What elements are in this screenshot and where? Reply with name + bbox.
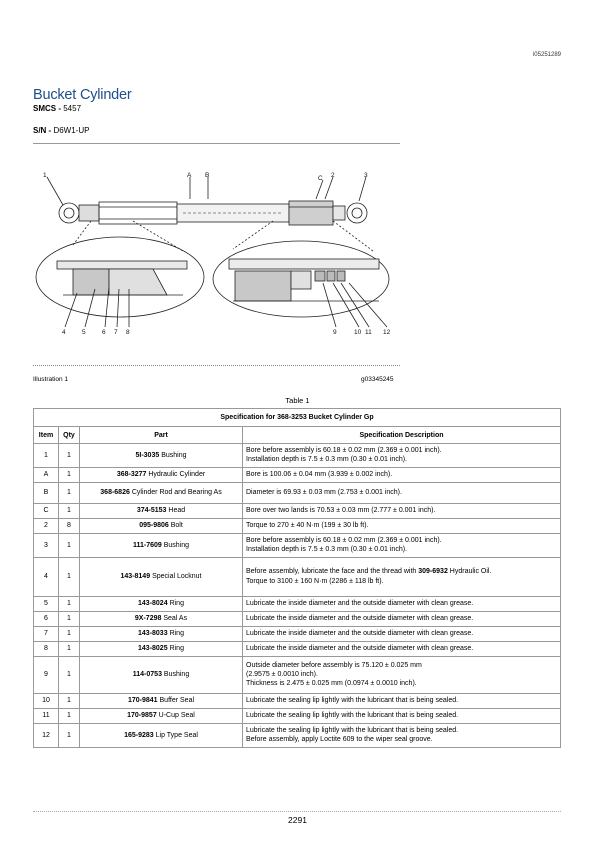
qty-cell: 1	[59, 641, 80, 656]
table-row	[34, 518, 561, 533]
callout-label: C	[318, 175, 323, 182]
callout-label: 11	[365, 329, 372, 336]
desc-text: Hydraulic Oil.	[447, 568, 492, 576]
description-cell	[243, 482, 561, 503]
specification-table	[33, 408, 561, 748]
table-row	[34, 693, 561, 708]
qty-cell: 1	[59, 708, 80, 723]
part-name: Ring	[169, 645, 184, 653]
part-name: Hydraulic Cylinder	[148, 471, 206, 479]
part-cell	[80, 518, 243, 533]
part-number: 170-9841	[127, 697, 158, 705]
desc-line: Outside diameter before assembly is 75.120 ± 0.025 mm	[246, 661, 422, 669]
illustration-divider	[33, 365, 400, 366]
item-cell: C	[34, 503, 59, 518]
callout-label: 2	[331, 172, 335, 179]
part-cell	[80, 626, 243, 641]
table-row	[34, 533, 561, 557]
item-cell: 10	[34, 693, 59, 708]
item-cell: 3	[34, 533, 59, 557]
qty-cell: 1	[59, 467, 80, 482]
desc-line: Lubricate the inside diameter and the outside diameter with clean grease.	[246, 630, 474, 638]
callout-label: 5	[82, 329, 86, 336]
part-number: 111-7609	[132, 541, 162, 549]
qty-cell: 1	[59, 533, 80, 557]
item-cell: 5	[34, 596, 59, 611]
qty-cell: 1	[59, 503, 80, 518]
part-cell	[80, 611, 243, 626]
description-cell	[243, 656, 561, 693]
callout-label: 10	[354, 329, 362, 336]
item-cell: 6	[34, 611, 59, 626]
desc-line: Torque to 270 ± 40 N·m (199 ± 30 lb ft).	[246, 522, 369, 530]
part-cell	[80, 641, 243, 656]
part-name: U-Cup Seal	[158, 712, 195, 720]
illustration-reference: g03345245	[361, 376, 394, 383]
desc-line: Lubricate the inside diameter and the outside diameter with clean grease.	[246, 600, 474, 608]
item-cell: 2	[34, 518, 59, 533]
part-number: 143-8024	[138, 600, 168, 608]
qty-cell: 1	[59, 444, 80, 468]
desc-line: Bore before assembly is 60.18 ± 0.02 mm (2.369 ± 0.001 inch).	[246, 447, 442, 454]
part-name: Special Locknut	[152, 573, 202, 581]
table-row	[34, 611, 561, 626]
part-cell	[80, 708, 243, 723]
table-row	[34, 656, 561, 693]
cylinder-drawing	[33, 171, 400, 341]
desc-line: Thickness is 2.475 ± 0.025 mm (0.0974 ± 0.0010 inch).	[246, 680, 417, 688]
callout-label: B	[205, 172, 210, 179]
qty-cell: 8	[59, 518, 80, 533]
table-row	[34, 467, 561, 482]
item-cell: 8	[34, 641, 59, 656]
sn-label: S/N -	[33, 126, 54, 135]
qty-cell: 1	[59, 557, 80, 596]
description-cell	[243, 611, 561, 626]
footer-divider	[33, 811, 561, 812]
desc-line: Before assembly, apply Loctite 609 to the wiper seal groove.	[246, 736, 433, 744]
callout-label: 4	[62, 329, 66, 336]
column-header: Part	[80, 427, 243, 444]
description-cell	[243, 596, 561, 611]
part-cell	[80, 503, 243, 518]
description-cell	[243, 693, 561, 708]
callout-label: 3	[364, 172, 368, 179]
part-name: Ring	[169, 600, 184, 608]
part-cell	[80, 693, 243, 708]
description-cell	[243, 641, 561, 656]
part-number: 114-0753	[132, 671, 162, 679]
part-name: Seal As	[163, 615, 188, 623]
part-cell	[80, 467, 243, 482]
table-body	[34, 444, 561, 748]
part-number: 374-5153	[136, 507, 167, 515]
qty-cell: 1	[59, 723, 80, 747]
column-header: Item	[34, 427, 59, 444]
desc-text: Before assembly, lubricate the face and the thread with	[246, 568, 419, 576]
header-divider	[33, 143, 400, 144]
desc-line: Lubricate the sealing lip lightly with the lubricant that is being sealed.	[246, 697, 459, 705]
item-cell: 11	[34, 708, 59, 723]
part-cell	[80, 596, 243, 611]
desc-line: Torque to 3100 ± 160 N·m (2286 ± 118 lb ft).	[246, 577, 384, 585]
part-name: Bushing	[163, 541, 190, 549]
description-cell	[243, 708, 561, 723]
desc-line: Installation depth is 7.5 ± 0.3 mm (0.30 ± 0.01 inch).	[246, 546, 407, 554]
qty-cell: 1	[59, 626, 80, 641]
part-number: 143-8033	[138, 630, 168, 638]
description-cell	[243, 467, 561, 482]
callout-label: 9	[333, 329, 337, 336]
smcs-label: SMCS -	[33, 104, 64, 113]
item-cell: 1	[34, 444, 59, 468]
column-header: Qty	[59, 427, 80, 444]
item-cell: 9	[34, 656, 59, 693]
description-cell	[243, 723, 561, 747]
table-row	[34, 626, 561, 641]
part-number: 5I-3035	[135, 451, 160, 459]
callout-label: 8	[126, 329, 130, 336]
callout-label: 6	[102, 329, 106, 336]
sn-value: D6W1-UP	[53, 126, 90, 135]
part-cell	[80, 557, 243, 596]
description-cell	[243, 557, 561, 596]
table-caption: Table 1	[285, 396, 310, 405]
part-name: Head	[168, 507, 186, 515]
table-row	[34, 482, 561, 503]
table-row	[34, 444, 561, 468]
table-row	[34, 596, 561, 611]
qty-cell: 1	[59, 482, 80, 503]
desc-line: Bore over two lands is 70.53 ± 0.03 mm (2.777 ± 0.001 inch).	[246, 507, 436, 515]
serial-number-line	[33, 126, 89, 135]
smcs-value: 5457	[63, 104, 82, 113]
page-title: Bucket Cylinder	[33, 86, 132, 103]
qty-cell: 1	[59, 656, 80, 693]
item-cell: 12	[34, 723, 59, 747]
table-row	[34, 723, 561, 747]
part-number: 170-9857	[127, 712, 157, 720]
desc-line: Bore is 100.06 ± 0.04 mm (3.939 ± 0.002 inch).	[246, 471, 393, 479]
desc-line: Lubricate the inside diameter and the outside diameter with clean grease.	[246, 615, 474, 623]
column-header: Specification Description	[243, 427, 561, 444]
description-cell	[243, 444, 561, 468]
qty-cell: 1	[59, 596, 80, 611]
part-number: 143-8149	[120, 573, 151, 581]
description-cell	[243, 503, 561, 518]
description-cell	[243, 518, 561, 533]
item-cell: A	[34, 467, 59, 482]
part-cell	[80, 444, 243, 468]
cylinder-illustration	[33, 171, 400, 341]
part-number: 368-6826	[100, 489, 130, 497]
item-cell: B	[34, 482, 59, 503]
part-name: Cylinder Rod and Bearing As	[131, 489, 222, 497]
desc-line: Diameter is 69.93 ± 0.03 mm (2.753 ± 0.001 inch).	[246, 489, 402, 497]
desc-line: Installation depth is 7.5 ± 0.3 mm (0.30 ± 0.01 inch).	[246, 456, 407, 464]
table-row	[34, 708, 561, 723]
desc-line: Bore before assembly is 60.18 ± 0.02 mm (2.369 ± 0.001 inch).	[246, 536, 442, 544]
part-number: 143-8025	[138, 645, 168, 653]
part-number: 165-9283	[124, 731, 154, 739]
callout-label: A	[187, 172, 192, 179]
part-cell	[80, 482, 243, 503]
part-cell	[80, 656, 243, 693]
desc-line: Lubricate the inside diameter and the outside diameter with clean grease.	[246, 645, 474, 653]
desc-line: (2.9575 ± 0.0010 inch).	[246, 671, 318, 679]
illustration-caption: Illustration 1	[33, 376, 69, 383]
part-name: Lip Type Seal	[155, 731, 198, 739]
part-name: Bushing	[161, 451, 187, 459]
qty-cell: 1	[59, 693, 80, 708]
description-cell	[243, 626, 561, 641]
callout-label: 12	[383, 329, 391, 336]
table-row	[34, 557, 561, 596]
table-row	[34, 641, 561, 656]
item-cell: 7	[34, 626, 59, 641]
part-cell	[80, 723, 243, 747]
part-cell	[80, 533, 243, 557]
part-name: Buffer Seal	[159, 697, 195, 705]
description-cell	[243, 533, 561, 557]
part-number: 9X-7298	[134, 615, 162, 623]
document-id: i05251289	[532, 52, 561, 58]
table-heading: Specification for 368-3253 Bucket Cylinder Gp	[34, 409, 561, 427]
desc-line: Lubricate the sealing lip lightly with the lubricant that is being sealed.	[246, 726, 459, 734]
item-cell: 4	[34, 557, 59, 596]
part-name: Bushing	[163, 671, 190, 679]
smcs-line	[33, 104, 81, 113]
part-name: Ring	[169, 630, 184, 638]
desc-line: Lubricate the sealing lip lightly with the lubricant that is being sealed.	[246, 712, 459, 720]
page-number: 2291	[288, 815, 307, 825]
qty-cell: 1	[59, 611, 80, 626]
callout-label: 1	[43, 172, 47, 179]
callout-label: 7	[114, 329, 118, 336]
part-name: Bolt	[170, 522, 183, 530]
desc-part-number: 309-6932	[418, 568, 448, 576]
part-number: 095-9806	[139, 522, 169, 530]
table-row	[34, 503, 561, 518]
part-number: 368-3277	[116, 471, 147, 479]
